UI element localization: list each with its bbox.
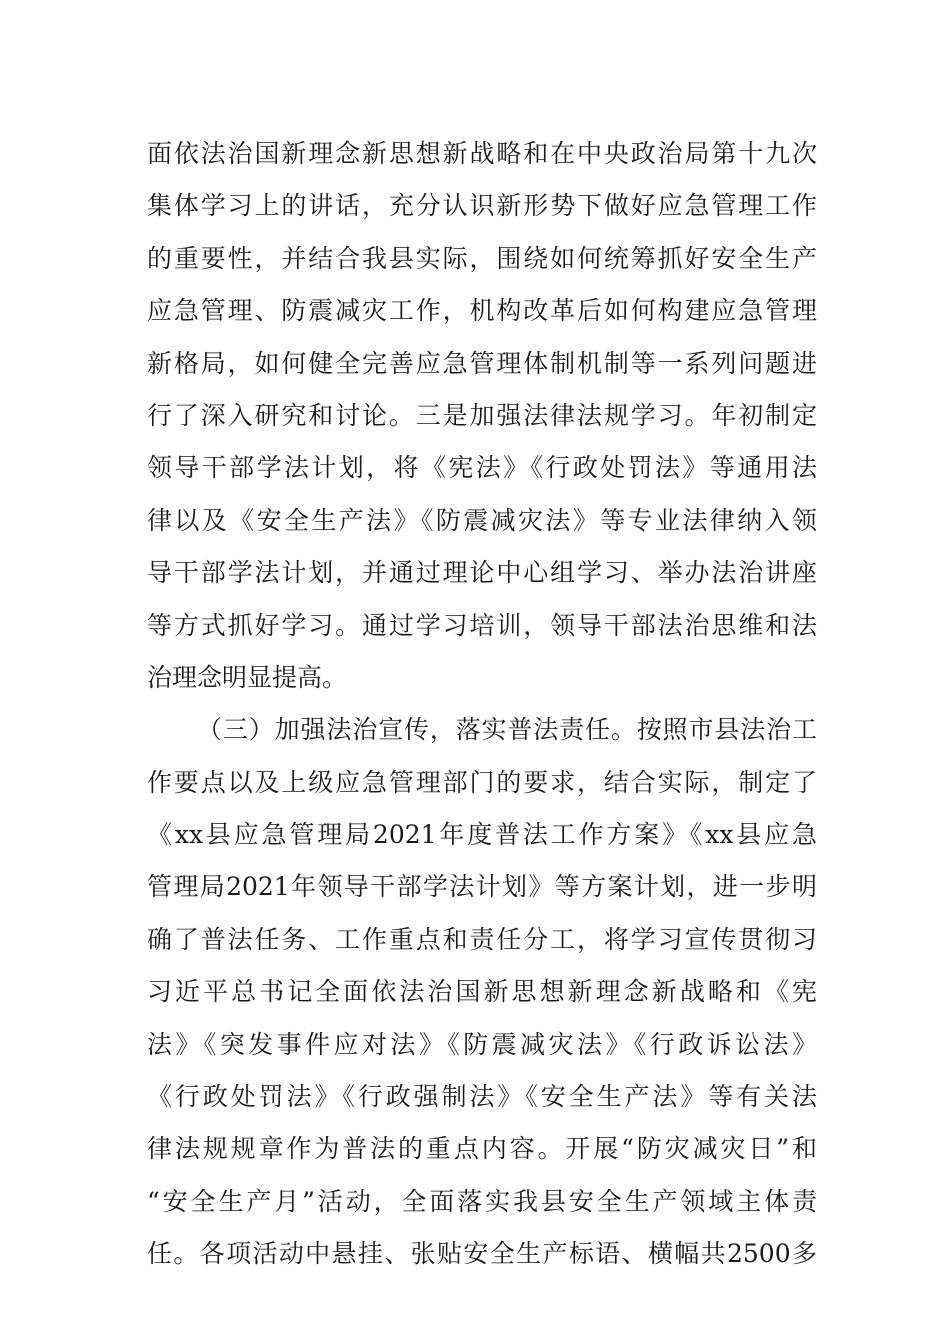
body-text <box>147 128 817 1281</box>
paragraph-line: 律以及《安全生产法》《防震减灾法》等专业法律纳入领 <box>147 505 817 535</box>
paragraph-line: 习近平总书记全面依法治国新思想新理念新战略和《宪 <box>147 977 817 1007</box>
paragraph-line: 导干部学法计划，并通过理论中心组学习、举办法治讲座 <box>147 558 817 588</box>
paragraph-line: 律法规规章作为普法的重点内容。开展“防灾减灾日”和 <box>147 1134 817 1164</box>
paragraph-line: 行了深入研究和讨论。三是加强法律法规学习。年初制定 <box>147 400 817 430</box>
paragraph-line: 等方式抓好学习。通过学习培训，领导干部法治思维和法 <box>147 610 817 640</box>
paragraph-line: 面依法治国新理念新思想新战略和在中央政治局第十九次 <box>147 139 817 168</box>
paragraph-line: 管理局2021年领导干部学法计划》等方案计划，进一步明 <box>147 872 817 902</box>
paragraph-line: 任。各项活动中悬挂、张贴安全生产标语、横幅共2500多 <box>147 1239 817 1269</box>
paragraph-line: 确了普法任务、工作重点和责任分工，将学习宣传贯彻习 <box>147 924 817 954</box>
paragraph-line: 作要点以及上级应急管理部门的要求，结合实际，制定了 <box>147 767 817 797</box>
paragraph-line: 法》《突发事件应对法》《防震减灾法》《行政诉讼法》 <box>147 1029 817 1059</box>
paragraph-line: 新格局，如何健全完善应急管理体制机制等一系列问题进 <box>147 348 817 378</box>
paragraph-line: 领导干部学法计划，将《宪法》《行政处罚法》等通用法 <box>147 453 817 483</box>
paragraph-line: 《xx县应急管理局2021年度普法工作方案》《xx县应急 <box>147 820 817 850</box>
paragraph-line: 《行政处罚法》《行政强制法》《安全生产法》等有关法 <box>147 1082 817 1112</box>
paragraph-line: 治理念明显提高。 <box>147 662 348 692</box>
paragraph-line: 应急管理、防震减灾工作，机构改革后如何构建应急管理 <box>147 296 817 326</box>
paragraph-line: 集体学习上的讲话，充分认识新形势下做好应急管理工作 <box>147 191 817 221</box>
section-heading-line: （三）加强法治宣传，落实普法责任。按照市县法治工 <box>197 715 817 745</box>
paragraph-line: “安全生产月”活动，全面落实我县安全生产领域主体责 <box>147 1186 817 1216</box>
paragraph-line: 的重要性，并结合我县实际，围绕如何统筹抓好安全生产 <box>147 243 817 273</box>
